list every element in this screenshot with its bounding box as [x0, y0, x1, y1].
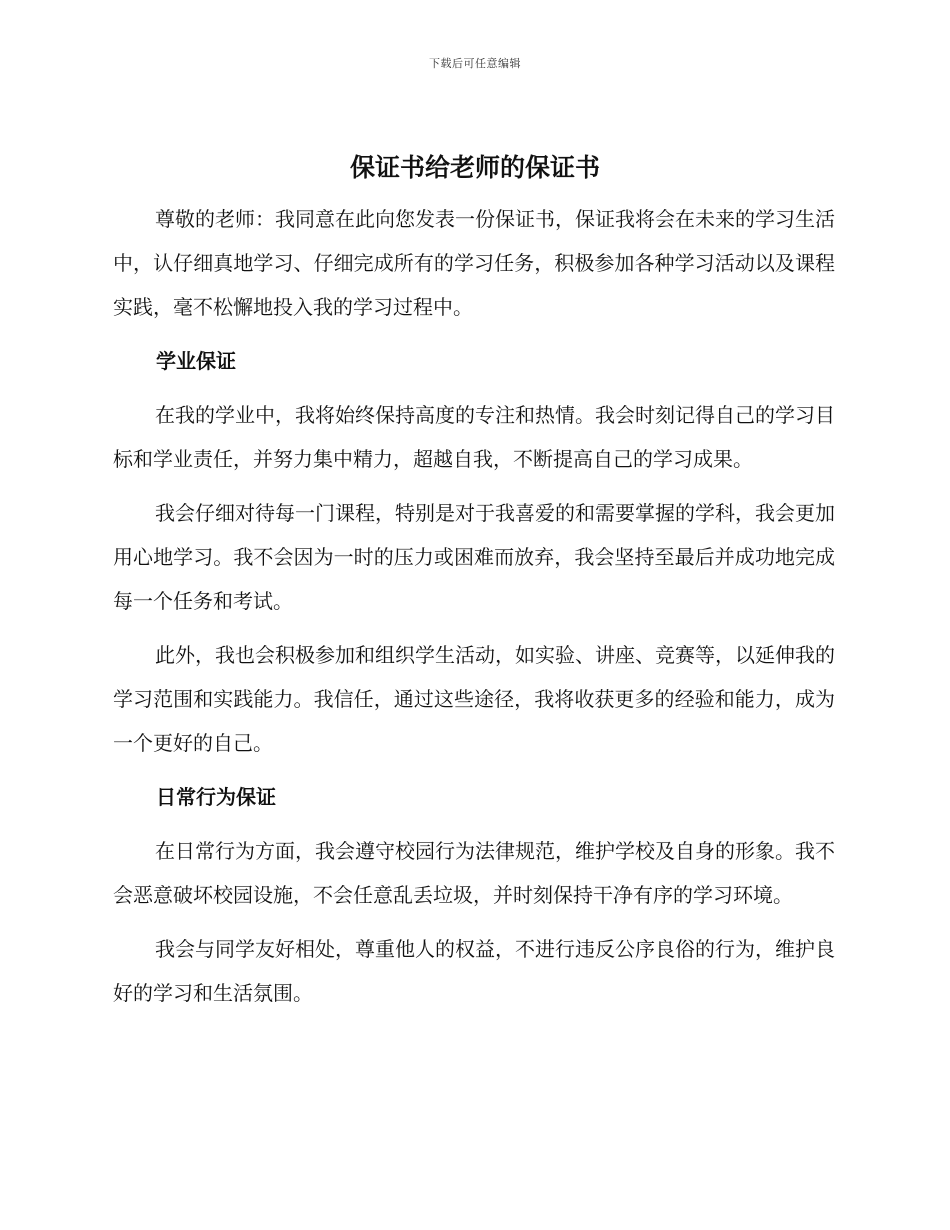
document-body: [113, 197, 835, 1025]
paragraph: 我会仔细对待每一门课程，特别是对于我喜爱的和需要掌握的学科，我会更加用心地学习。我不会因为一时的压力或困难而放弃，我会坚持至最后并成功地完成每一个任务和考试。: [113, 501, 835, 613]
section-heading-daily-behavior: 日常行为保证: [156, 785, 276, 809]
section-heading-academic: 学业保证: [156, 349, 236, 373]
paragraph: 在日常行为方面，我会遵守校园行为法律规范，维护学校及自身的形象。我不会恶意破坏校园设施，不会任意乱丢垃圾，并时刻保持干净有序的学习环境。: [113, 839, 835, 907]
paragraph: 此外，我也会积极参加和组织学生活动，如实验、讲座、竞赛等，以延伸我的学习范围和实践能力。我信任，通过这些途径，我将收获更多的经验和能力，成为一个更好的自己。: [113, 643, 835, 755]
paragraph: 我会与同学友好相处，尊重他人的权益，不进行违反公序良俗的行为，维护良好的学习和生活氛围。: [113, 937, 835, 1005]
document-title: 保证书给老师的保证书: [349, 153, 600, 182]
header-note: 下载后可任意编辑: [429, 57, 521, 70]
paragraph: 在我的学业中，我将始终保持高度的专注和热情。我会时刻记得自己的学习目标和学业责任，并努力集中精力，超越自我，不断提高自己的学习成果。: [113, 403, 835, 471]
intro-paragraph: 尊敬的老师：我同意在此向您发表一份保证书，保证我将会在未来的学习生活中，认仔细真地学习、仔细完成所有的学习任务，积极参加各种学习活动以及课程实践，毫不松懈地投入我的学习过程中。: [113, 207, 835, 319]
